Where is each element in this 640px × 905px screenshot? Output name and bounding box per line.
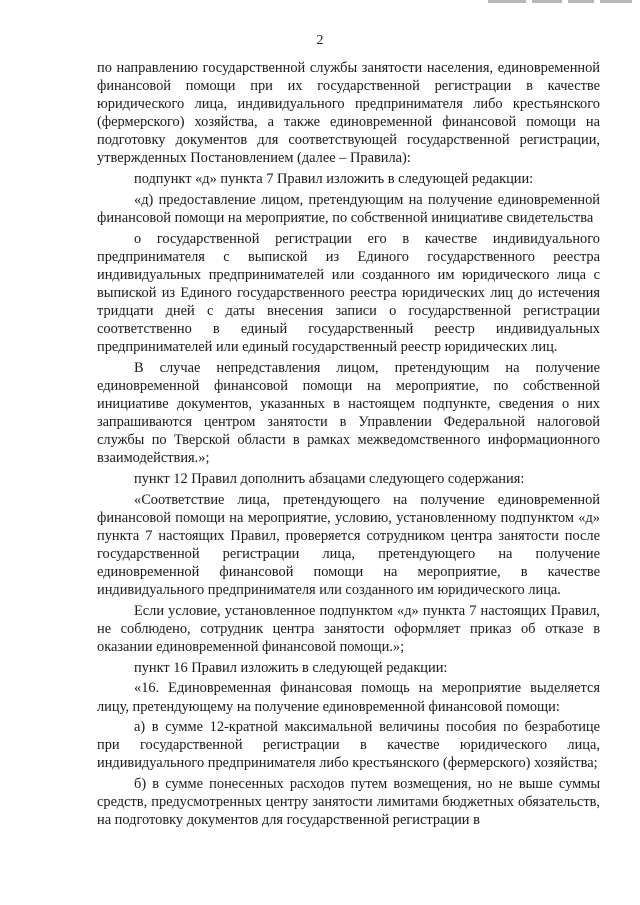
paragraph: подпункт «д» пункта 7 Правил изложить в следующей редакции: <box>134 171 534 188</box>
paragraph: б) в сумме понесенных расходов путем возмещения, но не выше суммы средств, предусмотренных центру занятости лимитами бюджетных обязательств, на подготовку документов для государственной регистрации в <box>97 776 600 829</box>
paragraph: Если условие, установленное подпунктом «д» пункта 7 настоящих Правил, не соблюдено, сотрудник центра занятости оформляет приказ об отказе в оказании единовременной финансовой помощи.»; <box>97 602 600 656</box>
paragraph: по направлению государственной службы занятости населения, единовременной финансовой помощи при их государственной регистрации в качестве юридического лица, индивидуального предпринимателя либо крестьянского (фермерского) хозяйства, а также единовременной финансовой помощи на подготовку документов для соответствующей государственной регистрации, утвержденных Постановлением (далее – Правила): <box>97 60 600 167</box>
paragraph: пункт 12 Правил дополнить абзацами следующего содержания: <box>134 471 525 488</box>
document-body <box>97 59 600 832</box>
paragraph: «16. Единовременная финансовая помощь на мероприятие выделяется лицу, претендующему на получение единовременной финансовой помощи: <box>97 680 600 715</box>
paragraph: «д) предоставление лицом, претендующим на получение единовременной финансовой помощи на мероприятие, по собственной инициативе свидетельства <box>97 191 600 226</box>
paragraph: В случае непредставления лицом, претендующим на получение единовременной финансовой помощи на мероприятие, по собственной инициативе документов, указанных в настоящем подпункте, сведения о них запрашиваются центром занятости в Управлении Федеральной налоговой службы по Тверской области в рамках межведомственного информационного взаимодействия.»; <box>97 359 600 467</box>
paragraph: о государственной регистрации его в качестве индивидуального предпринимателя с выпиской из Единого государственного реестра индивидуальных предпринимателей или созданного им юридического лица с выпиской из Единого государственного реестра юридических лиц до истечения тридцати дней с даты внесения записи о государственной регистрации соответственно в единый государственный реестр индивидуальных предпринимателей или единый государственный реестр юридических лиц. <box>97 230 600 356</box>
page-number: 2 <box>316 33 324 48</box>
paragraph: а) в сумме 12-кратной максимальной величины пособия по безработице при государственной регистрации в качестве юридического лица, индивидуального предпринимателя либо крестьянского (фермерского) хозяйства; <box>97 719 600 772</box>
paragraph: «Соответствие лица, претендующего на получение единовременной финансовой помощи на мероприятие, условию, установленному подпунктом «д» пункта 7 настоящих Правил, проверяется сотрудником центра занятости после государственной регистрации лица, претендующего на получение единовременной финансовой помощи на мероприятие, в качестве индивидуального предпринимателя или созданного им юридического лица. <box>97 491 600 599</box>
paragraph: пункт 16 Правил изложить в следующей редакции: <box>134 659 448 676</box>
header-scan-marks <box>482 0 632 6</box>
